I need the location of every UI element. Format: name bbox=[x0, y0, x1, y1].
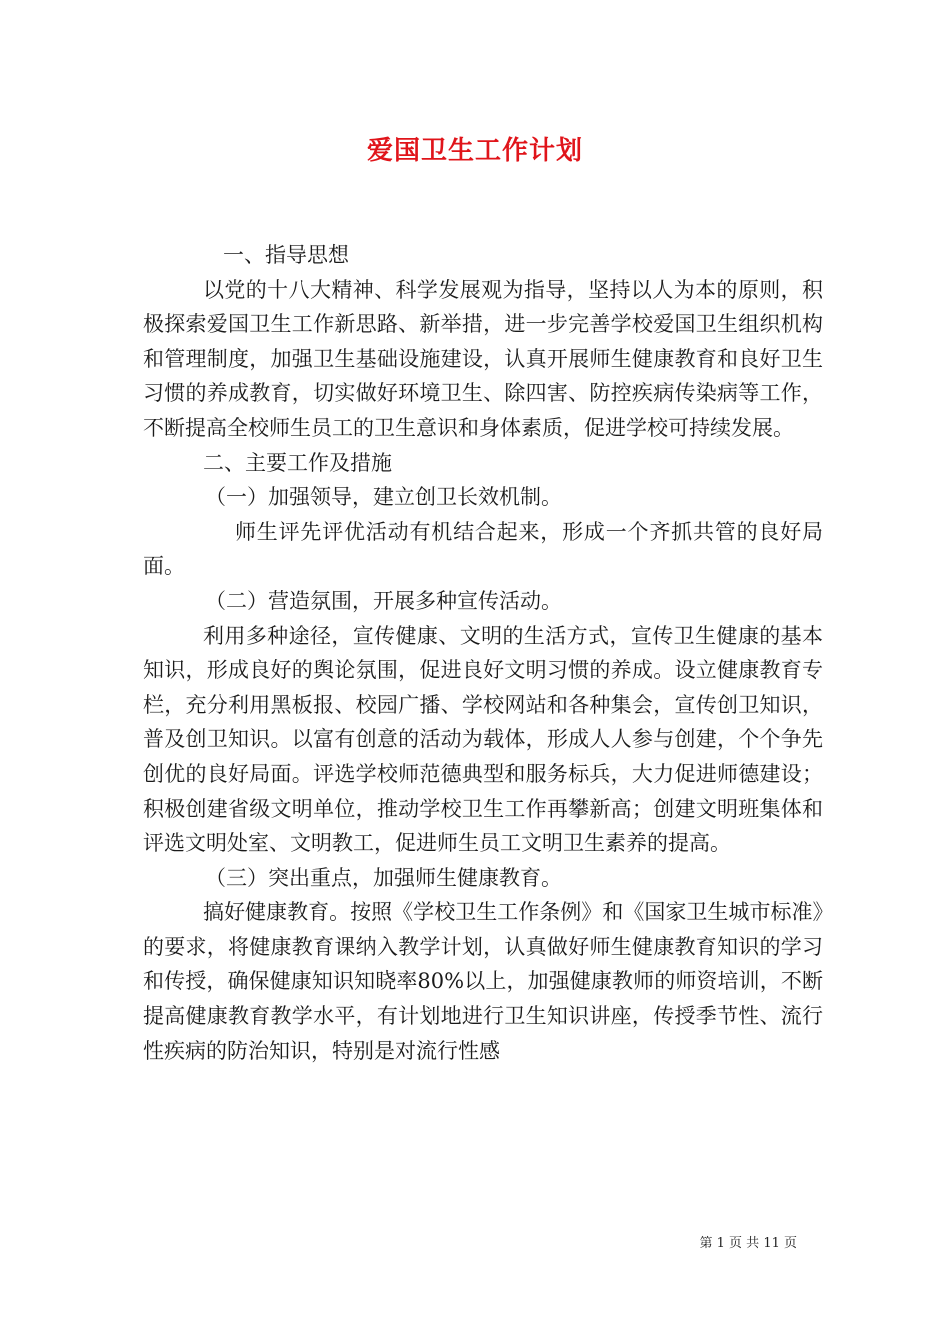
section-heading-1: 一、指导思想 bbox=[223, 243, 349, 267]
subsection-heading-1: （一）加强领导，建立创卫长效机制。 bbox=[205, 485, 562, 510]
paragraph-leadership: 师生评先评优活动有机结合起来，形成一个齐抓共管的良好局面。 bbox=[143, 519, 823, 579]
page-title: 爱国卫生工作计划 bbox=[366, 136, 583, 166]
section-heading-2: 二、主要工作及措施 bbox=[203, 450, 392, 475]
paragraph-health-education: 搞好健康教育。按照《学校卫生工作条例》和《国家卫生城市标准》的要求，将健康教育课纳入教学计划，认真做好师生健康教育知识的学习和传授，确保健康知识知晓率80%以上，加强健康教师的师资培训，不断提高健康教育教学水平，有计划地进行卫生知识讲座，传授季节性、流行性疾病的防治知识，特别是对流行性感 bbox=[143, 900, 823, 1063]
subsection-heading-2: （二）营造氛围，开展多种宣传活动。 bbox=[205, 588, 562, 613]
subsection-heading-3: （三）突出重点，加强师生健康教育。 bbox=[205, 865, 562, 890]
document-body bbox=[143, 238, 823, 1068]
page-footer: 第 1 页 共 11 页 bbox=[699, 1236, 797, 1251]
paragraph-guiding-thought: 以党的十八大精神、科学发展观为指导，坚持以人为本的原则，积极探索爱国卫生工作新思路、新举措，进一步完善学校爱国卫生组织机构和管理制度，加强卫生基础设施建设，认真开展师生健康教育和良好卫生习惯的养成教育，切实做好环境卫生、除四害、防控疾病传染病等工作，不断提高全校师生员工的卫生意识和身体素质，促进学校可持续发展。 bbox=[143, 277, 823, 440]
paragraph-publicity: 利用多种途径，宣传健康、文明的生活方式，宣传卫生健康的基本知识，形成良好的舆论氛围，促进良好文明习惯的养成。设立健康教育专栏，充分利用黑板报、校园广播、学校网站和各种集会，宣传创卫知识，普及创卫知识。以富有创意的活动为载体，形成人人参与创建，个个争先创优的良好局面。评选学校师范德典型和服务标兵，大力促进师德建设；积极创建省级文明单位，推动学校卫生工作再攀新高；创建文明班集体和评选文明处室、文明教工，促进师生员工文明卫生素养的提高。 bbox=[143, 623, 823, 856]
